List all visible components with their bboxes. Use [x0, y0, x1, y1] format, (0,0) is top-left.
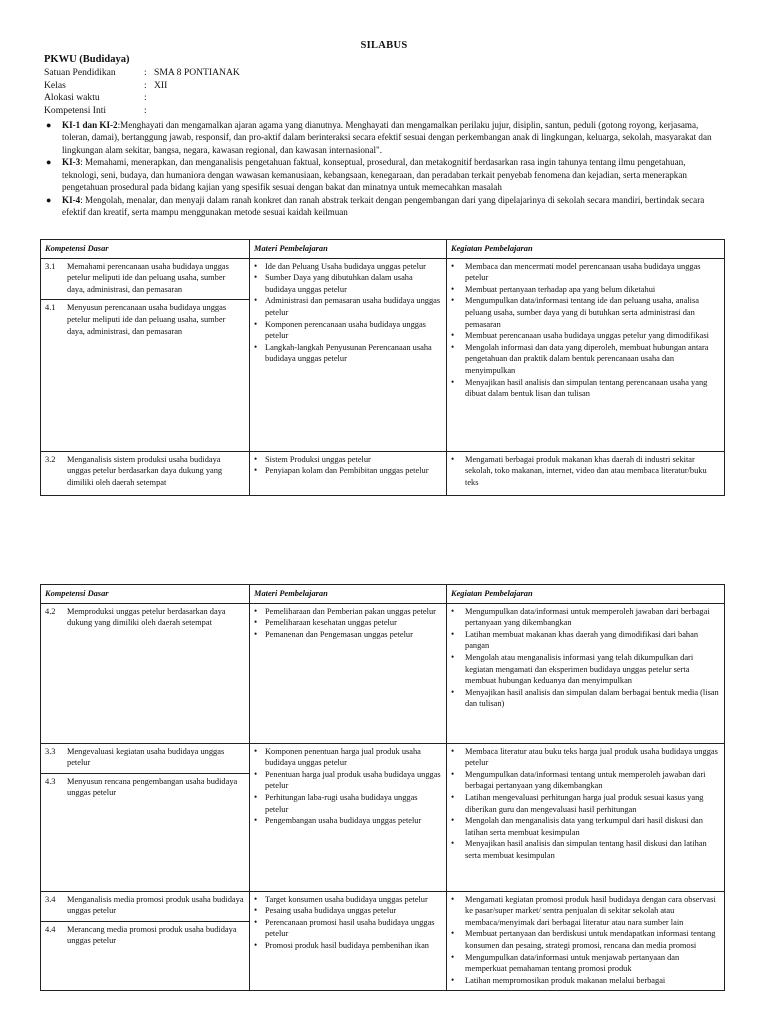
kd-number: 3.2	[45, 454, 56, 464]
header-kompetensi-dasar: Kompetensi Dasar	[41, 585, 250, 604]
list-item: • Pemanenan dan Pengemasan unggas petelur	[254, 629, 442, 641]
list-item: • Latihan mengevaluasi perhitungan harga jual produk sesuai kasus yang diberikan guru dan mengevaluasi hasil perhitungan	[451, 792, 720, 815]
ki-text: :Menghayati dan mengamalkan ajaran agama yang dianutnya. Menghayati dan mengamalkan perilaku jujur, disiplin, santun, peduli (gotong royong, kerjasama, toleran, damai), bertanggung jawab, responsif, dan pro-aktif dalam berinteraksi secara efektif sesuai dengan perkembangan anak di lingkungan, keluarga, sekolah, masyarakat dan lingkungan alam sekitar, bangsa, negara, kawasan regional, dan kawasan internasional".	[62, 120, 712, 155]
meta-block	[44, 67, 240, 117]
ki-label: KI-1 dan KI-2	[62, 120, 118, 130]
list-item: • Pemeliharaan dan Pemberian pakan unggas petelur	[254, 606, 442, 618]
kd-item	[41, 773, 249, 799]
syllabus-table-1	[40, 239, 725, 496]
header-kompetensi-dasar: Kompetensi Dasar	[41, 240, 250, 259]
list-item: • Mengumpulkan data/informasi untuk memperoleh jawaban dari berbagai pertanyaan yang dikembangkan	[451, 606, 720, 629]
list-item: • Membuat pertanyaan terhadap apa yang belum diketahui	[451, 284, 720, 296]
kd-text: Menyusun rencana pengembangan usaha budidaya unggas petelur	[67, 776, 238, 798]
kd-text: Merancang media promosi produk usaha budidaya unggas petelur	[67, 924, 237, 946]
list-item: • Mengolah informasi dan data yang diperoleh, membuat hubungan antara pengetahuan dan praktik dalam bentuk perencanaan usaha dan menyimpulkan	[451, 342, 720, 377]
ki-label: KI-3	[62, 157, 81, 168]
list-item: • Perhitungan laba-rugi usaha budidaya unggas petelur	[254, 792, 442, 815]
kd-item	[41, 921, 249, 947]
header-materi: Materi Pembelajaran	[250, 240, 447, 259]
list-item: • Menyajikan hasil analisis dan simpulan tentang perencanaan usaha yang dibuat dalam bentuk lisan dan tulisan	[451, 377, 720, 400]
kd-number: 4.3	[45, 776, 56, 786]
list-item: • Mengamati berbagai produk makanan khas daerah di industri sekitar sekolah, toko makanan, internet, video dan atau membaca literatur/buku teks	[451, 454, 720, 489]
meta-label: Satuan Pendidikan	[44, 67, 116, 78]
meta-colon: :	[144, 79, 147, 91]
ki-item	[44, 119, 724, 156]
meta-label: Alokasi waktu	[44, 92, 100, 103]
table-header-row	[41, 240, 725, 259]
kd-text: Menganalisis media promosi produk usaha budidaya unggas petelur	[67, 894, 244, 916]
kd-item	[45, 606, 245, 629]
cell-materi	[250, 891, 447, 991]
list-item: • Menyajikan hasil analisis dan simpulan dalam berbagai bentuk media (lisan dan tulisan)	[451, 687, 720, 710]
cell-materi	[250, 603, 447, 743]
materi-list	[254, 261, 442, 365]
kd-number: 4.2	[45, 606, 56, 616]
materi-list	[254, 454, 442, 477]
cell-kegiatan	[447, 451, 725, 495]
meta-colon: :	[144, 92, 147, 103]
list-item: • Menyajikan hasil analisis dan simpulan tentang hasil diskusi dan latihan serta membuat kesimpulan	[451, 838, 720, 861]
list-item: • Perencanaan promosi hasil usaha budidaya unggas petelur	[254, 917, 442, 940]
cell-kompetensi-dasar	[41, 451, 250, 495]
kd-item	[45, 746, 245, 769]
materi-list	[254, 746, 442, 827]
meta-value: SMA 8 PONTIANAK	[154, 67, 240, 78]
list-item: • Membaca literatur atau buku teks harga jual produk usaha budidaya unggas petelur	[451, 746, 720, 769]
list-item: • Langkah-langkah Penyusunan Perencanaan usaha budidaya unggas petelur	[254, 342, 442, 365]
meta-colon: :	[144, 67, 147, 78]
cell-kegiatan	[447, 891, 725, 991]
kd-text: Menganalisis sistem produksi usaha budidaya unggas petelur berdasarkan daya dukung yang dimiliki oleh daerah setempat	[67, 454, 223, 487]
table-row	[41, 603, 725, 743]
kd-number: 3.1	[45, 261, 56, 271]
bullet-icon: ●	[46, 194, 52, 205]
meta-value	[150, 92, 154, 105]
kegiatan-list	[451, 606, 720, 710]
list-item: • Latihan membuat makanan khas daerah yang dimodifikasi dari bahan pangan	[451, 629, 720, 652]
list-item: • Pengembangan usaha budidaya unggas petelur	[254, 815, 442, 827]
kd-text: Memahami perencanaan usaha budidaya unggas petelur meliputi ide dan peluang usaha, sumber daya, administrasi, dan pemasaran	[67, 261, 229, 294]
meta-row	[44, 105, 240, 118]
list-item: • Penentuan harga jual produk usaha budidaya unggas petelur	[254, 769, 442, 792]
core-competency-list	[44, 119, 724, 219]
kegiatan-list	[451, 894, 720, 987]
document-title: SILABUS	[360, 40, 408, 51]
list-item: • Ide dan Peluang Usaha budidaya unggas petelur	[254, 261, 442, 273]
kegiatan-list	[451, 454, 720, 489]
cell-kompetensi-dasar	[41, 891, 250, 991]
meta-value	[150, 105, 154, 118]
list-item: • Membuat perencanaan usaha budidaya unggas petelur yang dimodifikasi	[451, 330, 720, 342]
materi-list	[254, 894, 442, 952]
list-item: • Mengumpulkan data/informasi tentang untuk memperoleh jawaban dari berbagai pertanyaan yang dikembangkan	[451, 769, 720, 792]
list-item: • Mengumpulkan data/informasi untuk menjawab pertanyaan dan memperkuat pemahaman tentang promosi produk	[451, 952, 720, 975]
list-item: • Sistem Produksi unggas petelur	[254, 454, 442, 466]
list-item: • Mengumpulkan data/informasi tentang ide dan peluang usaha, analisa peluang usaha, sumber daya yang di butuhkan serta administrasi dan pemasaran	[451, 295, 720, 330]
table-row	[41, 451, 725, 495]
cell-kegiatan	[447, 603, 725, 743]
list-item: • Target konsumen usaha budidaya unggas petelur	[254, 894, 442, 906]
list-item: • Komponen perencanaan usaha budidaya unggas petelur	[254, 319, 442, 342]
kd-text: Mengevaluasi kegiatan usaha budidaya unggas petelur	[67, 746, 225, 768]
meta-row	[44, 67, 240, 80]
list-item: • Promosi produk hasil budidaya pembenihan ikan	[254, 940, 442, 952]
meta-colon: :	[144, 104, 147, 116]
cell-materi	[250, 451, 447, 495]
kd-item	[45, 454, 245, 489]
cell-kegiatan	[447, 258, 725, 451]
cell-kompetensi-dasar	[41, 258, 250, 451]
cell-kegiatan	[447, 743, 725, 891]
bullet-icon: ●	[46, 120, 52, 130]
list-item: • Penyiapan kolam dan Pembibitan unggas petelur	[254, 465, 442, 477]
list-item: • Sumber Daya yang dibutuhkan dalam usaha budidaya unggas petelur	[254, 272, 442, 295]
meta-label: Kelas	[44, 79, 66, 91]
meta-value: XII	[154, 79, 168, 91]
list-item: • Mengamati kegiatan promosi produk hasil budidaya dengan cara observasi ke pasar/super market/ sentra penjualan di sekitar sekolah atau membaca/menyimak dari berbagai literatur atau nara sumber lain	[451, 894, 720, 929]
subject-heading: PKWU (Budidaya)	[44, 54, 130, 65]
kd-number: 4.4	[45, 924, 56, 934]
kd-number: 3.3	[45, 746, 56, 756]
ki-text: : Memahami, menerapkan, dan menganalisis pengetahuan faktual, konseptual, prosedural, dan metakognitif berdasarkan rasa ingin tahunya tentang ilmu pengetahuan, teknologi, seni, budaya, dan humaniora dengan wawasan kemanusiaan, kebangsaan, kenegaraan, dan peradaban terkait penyebab fenomena dan kejadian, serta menerapkan pengetahuan prosedural pada bidang kajian yang spesifik sesuai dengan bakat dan minatnya untuk memecahkan masalah	[62, 157, 687, 192]
kd-item	[45, 261, 245, 296]
meta-label: Kompetensi Inti	[44, 104, 107, 116]
cell-kompetensi-dasar	[41, 603, 250, 743]
kegiatan-list	[451, 261, 720, 400]
list-item: • Pemeliharaan kesehatan unggas petelur	[254, 617, 442, 629]
header-kegiatan: Kegiatan Pembelajaran	[447, 240, 725, 259]
syllabus-table-2	[40, 584, 725, 991]
ki-item	[44, 194, 724, 219]
list-item: • Komponen penentuan harga jual produk usaha budidaya unggas petelur	[254, 746, 442, 769]
cell-kompetensi-dasar	[41, 743, 250, 891]
materi-list	[254, 606, 442, 641]
kd-text: Menyusun perencanaan usaha budidaya unggas petelur meliputi ide dan peluang usaha, sumber daya, administrasi, dan pemasaran	[67, 303, 227, 336]
table-row	[41, 743, 725, 891]
list-item: • Latihan mempromosikan produk makanan melalui berbagai	[451, 975, 720, 987]
table-row	[41, 258, 725, 451]
table-row	[41, 891, 725, 991]
list-item: • Mengolah atau menganalisis informasi yang telah dikumpulkan dari kegiatan mengamati dan eksperimen budidaya unggas petelur serta membuat hubungan keduanya dan menyimpulkan	[451, 652, 720, 687]
header-kegiatan: Kegiatan Pembelajaran	[447, 585, 725, 604]
list-item: • Membuat pertanyaan dan berdiskusi untuk mendapatkan informasi tentang konsumen dan pesaing, strategi promosi, rencana dan media promosi	[451, 928, 720, 951]
kd-number: 4.1	[45, 303, 56, 313]
meta-row	[44, 92, 240, 105]
kd-number: 3.4	[45, 894, 56, 904]
ki-text: : Mengolah, menalar, dan menyaji dalam ranah konkret dan ranah abstrak terkait dengan pengembangan dari yang dipelajarinya di sekolah secara mandiri, bertindak secara efektif dan kreatif, serta mampu menggunakan metode sesuai kaidah keilmuan	[62, 194, 705, 218]
bullet-icon: ●	[46, 157, 52, 168]
meta-row	[44, 80, 240, 93]
kegiatan-list	[451, 746, 720, 862]
table-header-row	[41, 585, 725, 604]
ki-item	[44, 156, 724, 193]
list-item: • Membaca dan mencermati model perencanaan usaha budidaya unggas petelur	[451, 261, 720, 284]
kd-text: Memproduksi unggas petelur berdasarkan daya dukung yang dimiliki oleh daerah setempat	[67, 606, 226, 628]
header-materi: Materi Pembelajaran	[250, 585, 447, 604]
ki-label: KI-4	[62, 194, 81, 205]
list-item: • Pesaing usaha budidaya unggas petelur	[254, 905, 442, 917]
list-item: • Administrasi dan pemasaran usaha budidaya unggas petelur	[254, 295, 442, 318]
list-item: • Mengolah dan menganalisis data yang terkumpul dari hasil diskusi dan latihan serta membuat kesimpulan	[451, 815, 720, 838]
kd-item	[41, 299, 249, 337]
cell-materi	[250, 743, 447, 891]
cell-materi	[250, 258, 447, 451]
kd-item	[45, 894, 245, 917]
